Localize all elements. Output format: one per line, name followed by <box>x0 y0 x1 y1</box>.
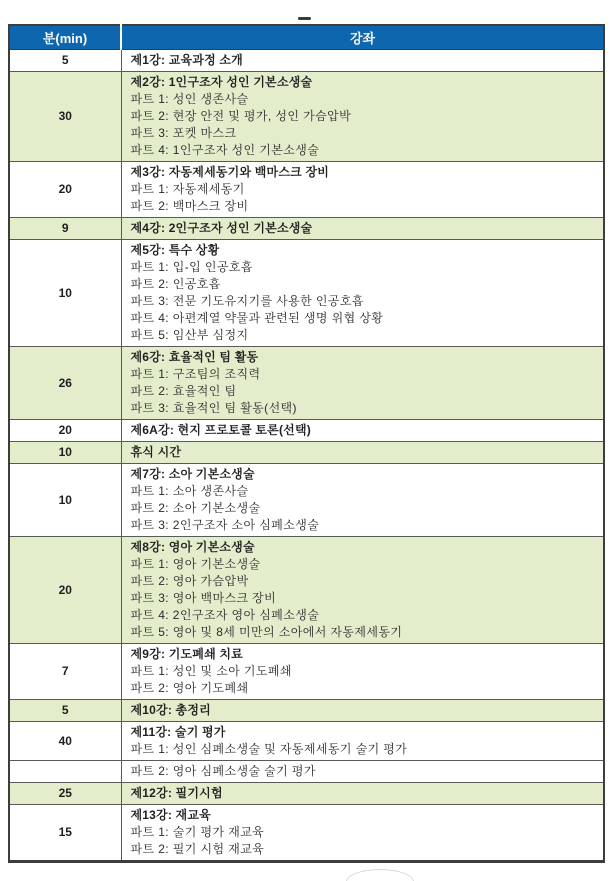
schedule-body <box>9 50 604 862</box>
minutes-cell: 40 <box>9 722 121 761</box>
lecture-cell <box>121 442 604 464</box>
lecture-title: 휴식 시간 <box>130 445 182 459</box>
lecture-cell <box>121 347 604 420</box>
table-row <box>9 722 604 761</box>
lecture-cell <box>121 50 604 72</box>
minutes-cell: 10 <box>9 442 121 464</box>
lecture-part: 파트 2: 인공호흡 <box>130 277 221 291</box>
lecture-part: 파트 1: 술기 평가 재교육 <box>130 825 265 839</box>
lecture-cell <box>121 761 604 783</box>
lecture-title: 제6A강: 현지 프로토콜 토론(선택) <box>130 423 311 437</box>
lecture-part: 파트 2: 영아 심폐소생술 술기 평가 <box>130 764 316 778</box>
lecture-cell <box>121 722 604 761</box>
table-row <box>9 218 604 240</box>
lecture-cell <box>121 805 604 862</box>
lecture-part: 파트 2: 현장 안전 및 평가, 성인 가슴압박 <box>130 109 352 123</box>
lecture-column-header: 강좌 <box>121 25 604 50</box>
minutes-cell <box>9 761 121 783</box>
table-row <box>9 761 604 783</box>
lecture-title: 제9강: 기도폐쇄 치료 <box>130 647 243 661</box>
lecture-part: 파트 1: 입-입 인공호흡 <box>130 260 253 274</box>
lecture-part: 파트 2: 효율적인 팀 <box>130 384 237 398</box>
lecture-part: 파트 2: 소아 기본소생술 <box>130 501 261 515</box>
lecture-part: 파트 3: 포켓 마스크 <box>130 126 237 140</box>
page-top-dash-artifact <box>298 17 311 20</box>
minutes-cell: 20 <box>9 162 121 218</box>
lecture-title: 제5강: 특수 상황 <box>130 243 220 257</box>
lecture-part: 파트 3: 2인구조자 소아 심폐소생술 <box>130 518 320 532</box>
lecture-part: 파트 4: 1인구조자 성인 기본소생술 <box>130 143 320 157</box>
lecture-part: 파트 1: 성인 및 소아 기도폐쇄 <box>130 664 292 678</box>
lecture-cell <box>121 700 604 722</box>
lecture-part: 파트 1: 성인 심폐소생술 및 자동제세동기 술기 평가 <box>130 742 408 756</box>
minutes-cell: 26 <box>9 347 121 420</box>
lecture-title: 제10강: 총정리 <box>130 703 211 717</box>
lecture-part: 파트 2: 영아 가슴압박 <box>130 574 249 588</box>
lecture-part: 파트 3: 효율적인 팀 활동(선택) <box>130 401 297 415</box>
minutes-cell: 7 <box>9 644 121 700</box>
lecture-part: 파트 1: 소아 생존사슬 <box>130 484 249 498</box>
table-row <box>9 700 604 722</box>
lecture-title: 제8강: 영아 기본소생술 <box>130 540 255 554</box>
minutes-cell: 15 <box>9 805 121 862</box>
lecture-cell <box>121 240 604 347</box>
lecture-title: 제11강: 술기 평가 <box>130 725 226 739</box>
minutes-column-header: 분(min) <box>9 25 121 50</box>
lecture-title: 제6강: 효율적인 팀 활동 <box>130 350 259 364</box>
header-row <box>9 25 604 50</box>
minutes-cell: 25 <box>9 783 121 805</box>
watermark-arc <box>346 869 414 881</box>
lecture-part: 파트 1: 성인 생존사슬 <box>130 92 249 106</box>
lecture-cell <box>121 218 604 240</box>
table-row <box>9 72 604 162</box>
lecture-title: 제1강: 교육과정 소개 <box>130 53 243 67</box>
minutes-cell: 10 <box>9 240 121 347</box>
lecture-cell <box>121 162 604 218</box>
lecture-title: 제12강: 필기시험 <box>130 786 223 800</box>
lecture-part: 파트 5: 임산부 심정지 <box>130 328 249 342</box>
lecture-part: 파트 1: 구조팀의 조직력 <box>130 367 261 381</box>
lecture-part: 파트 1: 자동제세동기 <box>130 182 245 196</box>
lecture-title: 제7강: 소아 기본소생술 <box>130 467 255 481</box>
lecture-cell <box>121 420 604 442</box>
lecture-part: 파트 4: 2인구조자 영아 심폐소생술 <box>130 608 320 622</box>
minutes-cell: 5 <box>9 700 121 722</box>
table-row <box>9 420 604 442</box>
lecture-part: 파트 2: 필기 시험 재교육 <box>130 842 265 856</box>
course-schedule-table <box>8 24 605 863</box>
table-row <box>9 50 604 72</box>
lecture-cell <box>121 72 604 162</box>
minutes-cell: 9 <box>9 218 121 240</box>
lecture-cell <box>121 783 604 805</box>
table-row <box>9 783 604 805</box>
minutes-cell: 30 <box>9 72 121 162</box>
table-row <box>9 537 604 644</box>
lecture-part: 파트 5: 영아 및 8세 미만의 소아에서 자동제세동기 <box>130 625 403 639</box>
lecture-title: 제4강: 2인구조자 성인 기본소생술 <box>130 221 313 235</box>
lecture-cell <box>121 537 604 644</box>
table-row <box>9 805 604 862</box>
lecture-part: 파트 1: 영아 기본소생술 <box>130 557 261 571</box>
lecture-part: 파트 2: 영아 기도폐쇄 <box>130 681 249 695</box>
lecture-title: 제13강: 재교육 <box>130 808 211 822</box>
lecture-title: 제2강: 1인구조자 성인 기본소생술 <box>130 75 313 89</box>
table-row <box>9 240 604 347</box>
lecture-cell <box>121 464 604 537</box>
minutes-cell: 10 <box>9 464 121 537</box>
minutes-cell: 5 <box>9 50 121 72</box>
table-row <box>9 347 604 420</box>
lecture-title: 제3강: 자동제세동기와 백마스크 장비 <box>130 165 330 179</box>
minutes-cell: 20 <box>9 537 121 644</box>
lecture-part: 파트 3: 전문 기도유지기를 사용한 인공호흡 <box>130 294 364 308</box>
lecture-part: 파트 2: 백마스크 장비 <box>130 199 249 213</box>
table-row <box>9 644 604 700</box>
table-row <box>9 162 604 218</box>
table-row <box>9 442 604 464</box>
minutes-cell: 20 <box>9 420 121 442</box>
lecture-part: 파트 4: 아편계열 약물과 관련된 생명 위협 상황 <box>130 311 384 325</box>
lecture-part: 파트 3: 영아 백마스크 장비 <box>130 591 277 605</box>
lecture-cell <box>121 644 604 700</box>
table-row <box>9 464 604 537</box>
